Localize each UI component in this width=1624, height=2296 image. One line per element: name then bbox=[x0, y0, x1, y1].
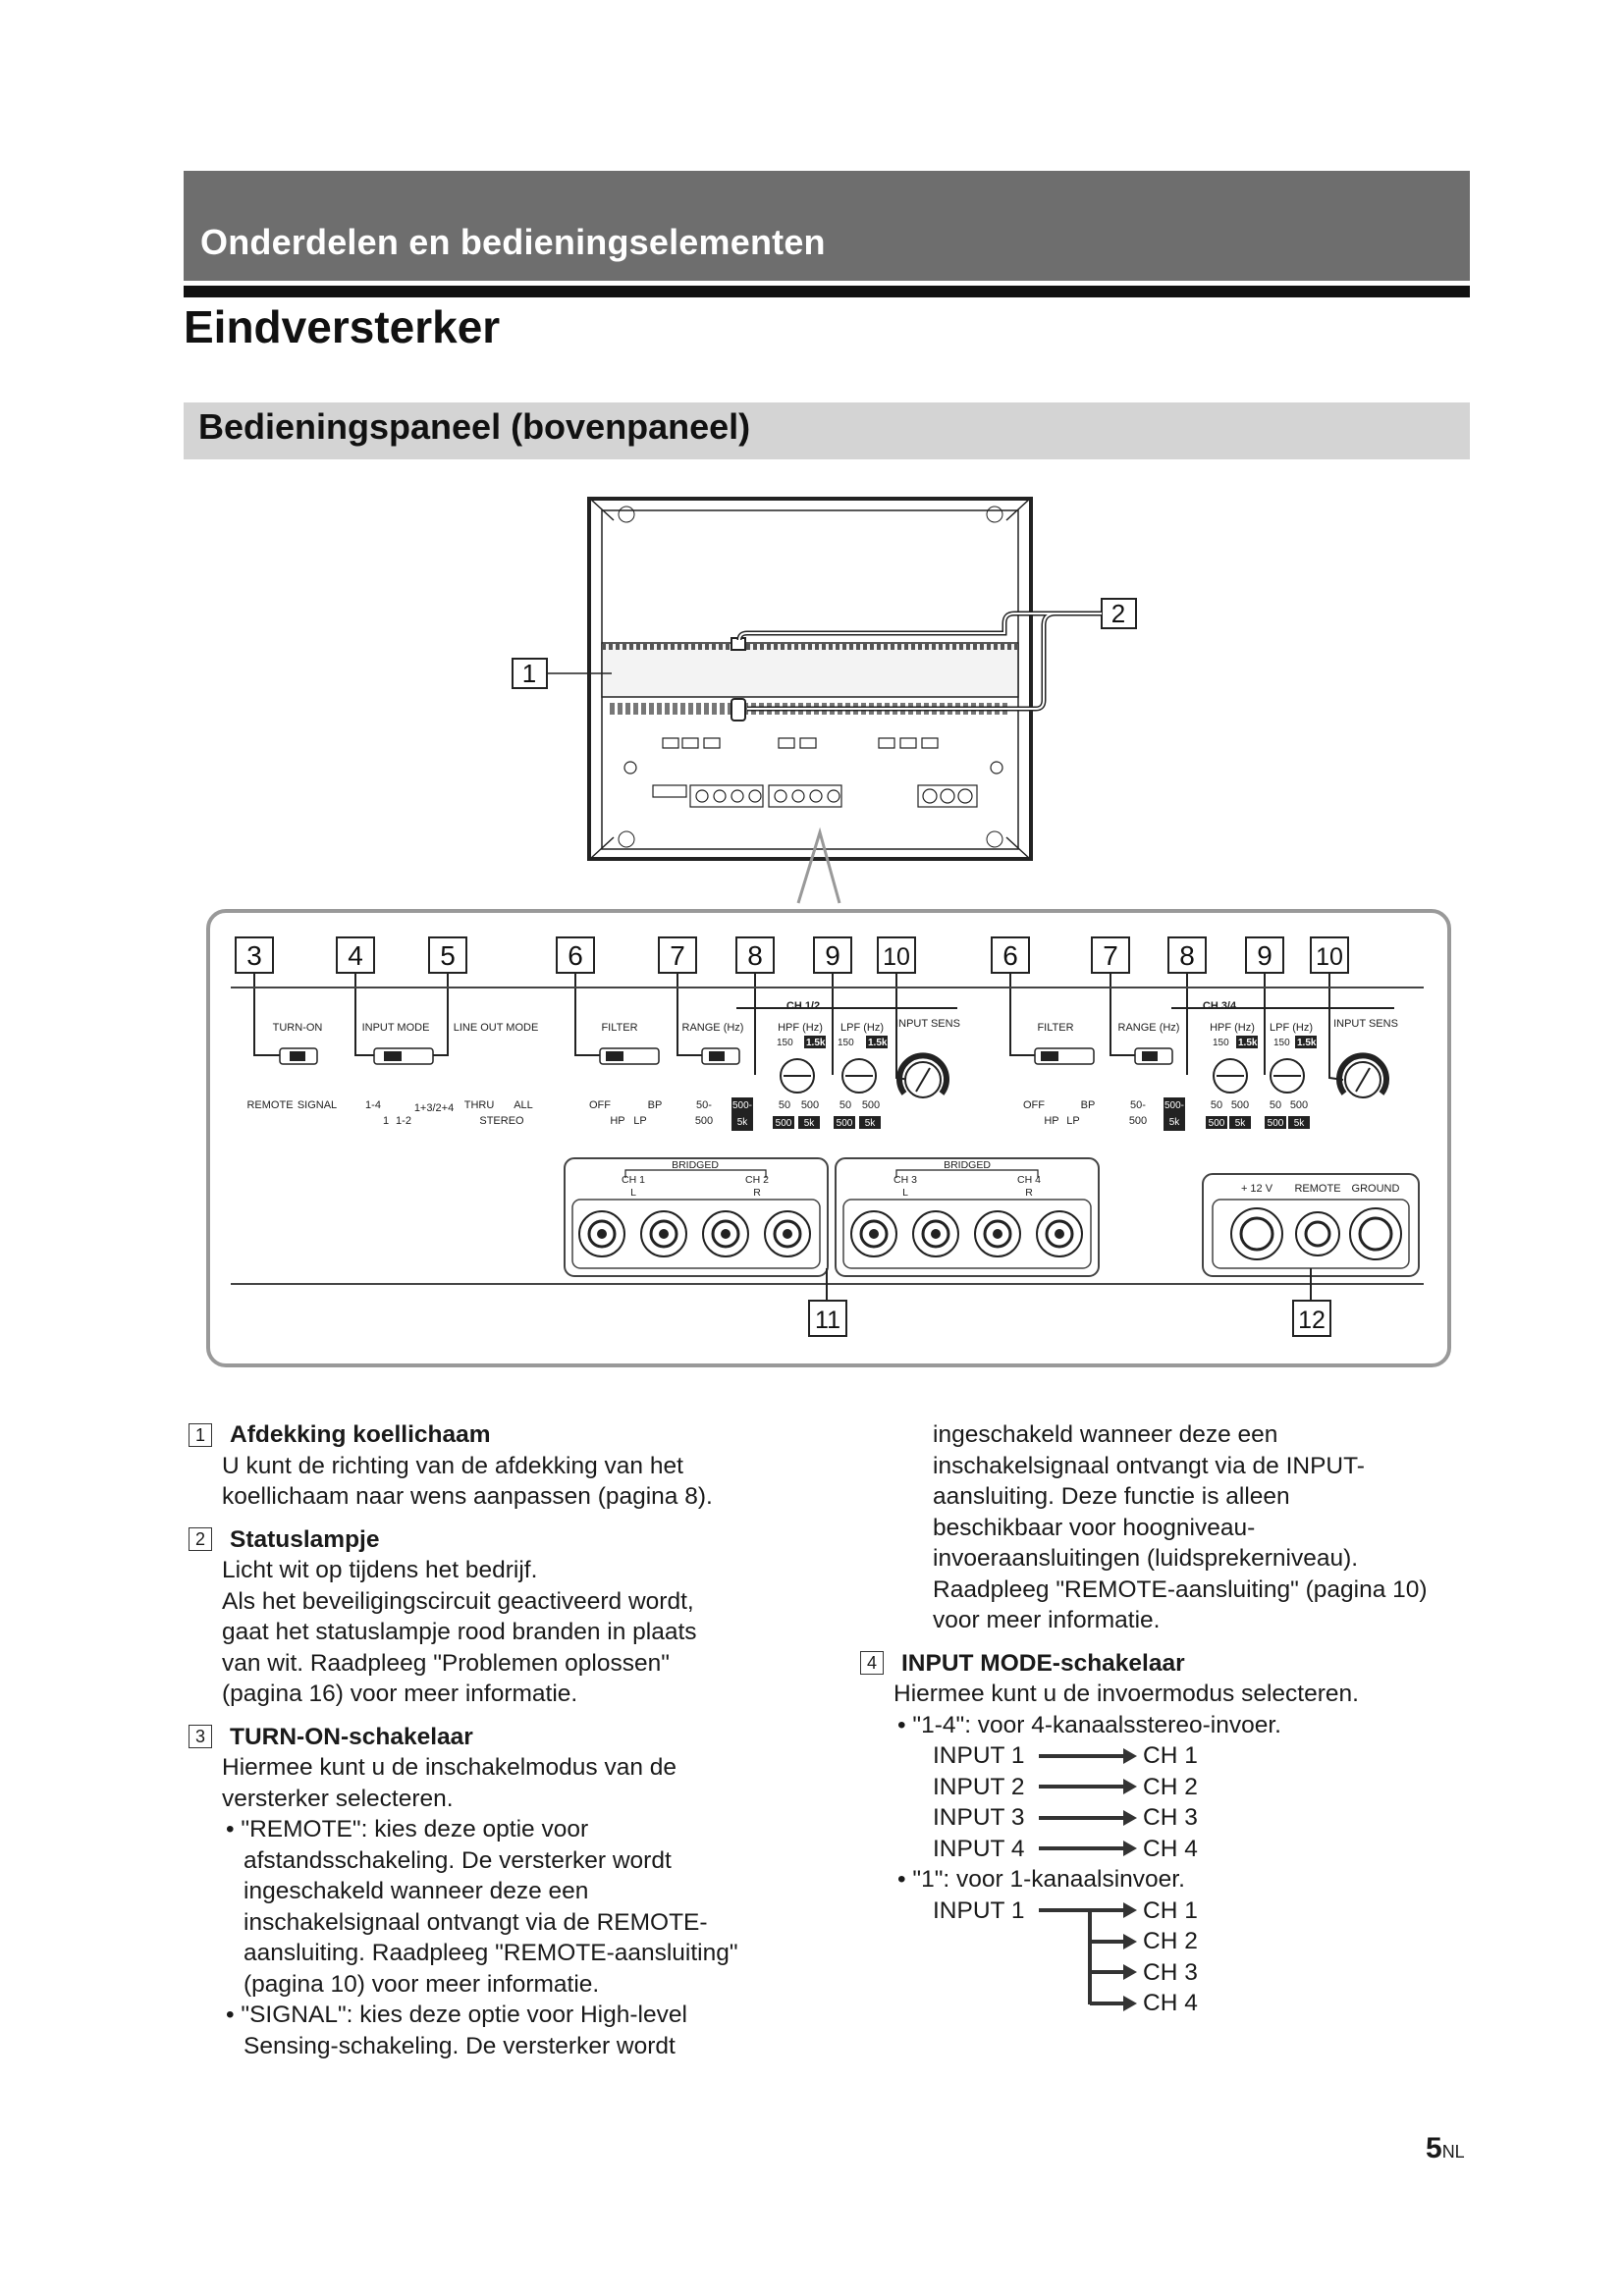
map-output: CH 4 bbox=[1143, 1835, 1198, 1862]
item-status-lamp bbox=[189, 1524, 817, 1710]
label-range-50: 50- bbox=[696, 1099, 712, 1111]
callout-9b: 9 bbox=[1257, 940, 1272, 971]
text-line: voor meer informatie. bbox=[933, 1607, 1161, 1633]
label-hp-b: HP bbox=[1044, 1115, 1059, 1127]
page-number-value: 5 bbox=[1426, 2132, 1442, 2164]
callout-10b: 10 bbox=[1316, 943, 1343, 971]
mapping-row bbox=[933, 1957, 1469, 1989]
label-signal: SIGNAL bbox=[297, 1099, 338, 1111]
map-input: INPUT 3 bbox=[933, 1804, 1025, 1831]
map-output: CH 1 bbox=[1143, 1742, 1198, 1769]
header-rule bbox=[184, 286, 1470, 297]
callout-5: 5 bbox=[440, 940, 456, 971]
section-title: Onderdelen en bedieningselementen bbox=[200, 222, 826, 262]
mapping-row bbox=[933, 1772, 1469, 1803]
item-body bbox=[189, 1451, 817, 1513]
map-output: CH 1 bbox=[1143, 1896, 1198, 1924]
map-output: CH 3 bbox=[1143, 1958, 1198, 1986]
text-line: van wit. Raadpleeg "Problemen oplossen" bbox=[222, 1649, 670, 1677]
arrow-right-icon bbox=[1090, 1937, 1137, 1947]
text-line: (pagina 10) voor meer informatie. bbox=[244, 1970, 600, 1998]
badge-range-500: 500- bbox=[731, 1100, 753, 1111]
callout-9: 9 bbox=[825, 940, 840, 971]
label-all: ALL bbox=[514, 1099, 533, 1111]
callout-1: 1 bbox=[521, 659, 537, 688]
label-filter-b: FILTER bbox=[1037, 1022, 1074, 1034]
label-thru: THRU bbox=[463, 1099, 495, 1111]
mapping-1ch bbox=[860, 1896, 1469, 2019]
badge-500-2: 500 bbox=[836, 1118, 853, 1129]
label-input-mode: INPUT MODE bbox=[361, 1022, 430, 1034]
arrow-right-icon bbox=[1039, 1843, 1137, 1853]
amplifier-top-view bbox=[589, 499, 1031, 859]
text-line: U kunt de richting van de afdekking van het bbox=[222, 1452, 683, 1479]
switch-input-mode bbox=[374, 1048, 433, 1064]
badge-5k-1: 5k bbox=[803, 1118, 815, 1129]
label-1-2: 1-2 bbox=[396, 1115, 411, 1127]
label-l-2: L bbox=[902, 1187, 908, 1199]
label-hpf: HPF (Hz) bbox=[778, 1022, 823, 1034]
text-line: inschakelsignaal ontvangt via de REMOTE- bbox=[244, 1908, 708, 1936]
lpf-150: 150 bbox=[838, 1038, 854, 1048]
label-ch2: CH 2 bbox=[745, 1174, 769, 1186]
map-output: CH 2 bbox=[1143, 1928, 1198, 1954]
label-bridged-2: BRIDGED bbox=[944, 1159, 991, 1171]
label-filter: FILTER bbox=[601, 1022, 638, 1034]
text-line: invoeraansluitingen (luidsprekerniveau). bbox=[933, 1545, 1359, 1572]
text-line: Sensing-schakeling. De versterker wordt bbox=[244, 2032, 676, 2059]
text-line: versterker selecteren. bbox=[222, 1785, 454, 1812]
callout-7b: 7 bbox=[1103, 940, 1118, 971]
hpf-150: 150 bbox=[777, 1038, 793, 1048]
label-stereo: STEREO bbox=[479, 1115, 524, 1127]
arrow-right-icon bbox=[1039, 1813, 1137, 1823]
item-body bbox=[860, 1679, 1469, 1710]
label-l-1: L bbox=[630, 1187, 636, 1199]
map-input: INPUT 1 bbox=[933, 1742, 1025, 1769]
label-1: 1 bbox=[382, 1115, 390, 1127]
power-terminals bbox=[1203, 1174, 1419, 1276]
callout-3: 3 bbox=[246, 940, 262, 971]
item-number: 2 bbox=[189, 1527, 212, 1551]
callout-11: 11 bbox=[815, 1307, 840, 1334]
badge-500-1: 500 bbox=[775, 1118, 792, 1129]
map-output: CH 4 bbox=[1143, 1990, 1198, 2016]
label-lpf: LPF (Hz) bbox=[840, 1022, 884, 1034]
label-ground: GROUND bbox=[1351, 1183, 1400, 1195]
text-line: aansluiting. Deze functie is alleen bbox=[933, 1483, 1290, 1510]
callout-4: 4 bbox=[348, 940, 363, 971]
mapping-row bbox=[933, 1926, 1469, 1957]
label-range-500-b: 500 bbox=[1128, 1115, 1148, 1127]
item-turn-on-switch bbox=[189, 1722, 817, 2062]
label-range: RANGE (Hz) bbox=[681, 1022, 744, 1034]
label-hpf-b: HPF (Hz) bbox=[1210, 1022, 1255, 1034]
map-input: INPUT 1 bbox=[933, 1896, 1025, 1924]
text-line: Hiermee kunt u de inschakelmodus van de bbox=[222, 1754, 677, 1781]
label-off-b: OFF bbox=[1023, 1099, 1045, 1111]
callout-10: 10 bbox=[883, 943, 910, 971]
label-r-1: R bbox=[753, 1187, 761, 1199]
page-number bbox=[1426, 2132, 1465, 2165]
label-hpf-50: 50 bbox=[778, 1099, 791, 1111]
label-1plus: 1+3/2+4 bbox=[413, 1102, 455, 1114]
label-lpf-500: 500 bbox=[861, 1099, 881, 1111]
label-1-4: 1-4 bbox=[365, 1099, 381, 1111]
label-lp-b: LP bbox=[1066, 1115, 1080, 1127]
label-hpf-500: 500 bbox=[800, 1099, 820, 1111]
text-line: Als het beveiligingscircuit geactiveerd wordt, bbox=[222, 1587, 694, 1615]
branch-line bbox=[1088, 1910, 1092, 2004]
text-line: koellichaam naar wens aanpassen (pagina 8). bbox=[222, 1483, 713, 1510]
mapping-row bbox=[933, 1834, 1469, 1865]
item-number: 1 bbox=[189, 1423, 212, 1447]
label-line-out-mode: LINE OUT MODE bbox=[453, 1022, 539, 1034]
text-line: Licht wit op tijdens het bedrijf. bbox=[222, 1557, 538, 1583]
label-lpf-50: 50 bbox=[839, 1099, 852, 1111]
item-title: INPUT MODE-schakelaar bbox=[901, 1649, 1185, 1677]
label-remote-terminal: REMOTE bbox=[1294, 1183, 1341, 1195]
page-number-suffix: NL bbox=[1441, 2142, 1465, 2162]
label-lpf-50-b: 50 bbox=[1269, 1099, 1282, 1111]
label-lp: LP bbox=[633, 1115, 647, 1127]
label-range-b: RANGE (Hz) bbox=[1117, 1022, 1180, 1034]
hpf-15k-b: 1.5k bbox=[1238, 1038, 1258, 1048]
item-heat-sink-cover bbox=[189, 1419, 817, 1513]
label-ch12: CH 1/2 bbox=[785, 1000, 821, 1012]
label-remote: REMOTE bbox=[246, 1099, 294, 1111]
bullet-signal-continued bbox=[860, 1419, 1469, 1636]
mapping-row bbox=[933, 1802, 1469, 1834]
text-line: gaat het statuslampje rood branden in plaats bbox=[222, 1619, 697, 1645]
map-input: INPUT 2 bbox=[933, 1773, 1025, 1800]
text-line: ingeschakeld wanneer deze een bbox=[244, 1878, 589, 1904]
label-bridged-1: BRIDGED bbox=[672, 1159, 719, 1171]
text-line: afstandsschakeling. De versterker wordt bbox=[244, 1846, 672, 1874]
badge-5k-2: 5k bbox=[864, 1118, 876, 1129]
callout-8b: 8 bbox=[1179, 940, 1195, 971]
text-line: beschikbaar voor hoogniveau- bbox=[933, 1514, 1256, 1541]
item-number: 3 bbox=[189, 1725, 212, 1748]
text-line: ingeschakeld wanneer deze een bbox=[933, 1421, 1278, 1448]
arrow-right-icon bbox=[1039, 1782, 1137, 1791]
bullet-signal bbox=[189, 2000, 817, 2061]
item-body bbox=[189, 1752, 817, 1814]
item-title: Afdekking koellichaam bbox=[230, 1421, 491, 1448]
mapping-row bbox=[933, 1740, 1469, 1772]
item-body bbox=[189, 1555, 817, 1710]
badge-range-5k-b: 5k bbox=[1168, 1117, 1180, 1128]
map-input: INPUT 4 bbox=[933, 1835, 1025, 1862]
item-title: TURN-ON-schakelaar bbox=[230, 1723, 473, 1750]
text-column-left bbox=[189, 1419, 817, 2061]
badge-range-500-b: 500- bbox=[1164, 1100, 1185, 1111]
label-hp: HP bbox=[610, 1115, 625, 1127]
label-hpf-50-b: 50 bbox=[1210, 1099, 1223, 1111]
badge-5k-4: 5k bbox=[1293, 1118, 1305, 1129]
hpf-150-b: 150 bbox=[1213, 1038, 1229, 1048]
label-r-2: R bbox=[1025, 1187, 1033, 1199]
arrow-right-icon bbox=[1090, 1967, 1137, 1977]
label-lpf-b: LPF (Hz) bbox=[1270, 1022, 1313, 1034]
map-output: CH 2 bbox=[1143, 1773, 1198, 1800]
label-bp-b: BP bbox=[1080, 1099, 1096, 1111]
label-ch3: CH 3 bbox=[893, 1174, 917, 1186]
mapping-row bbox=[933, 1896, 1469, 1927]
label-input-sens-b: INPUT SENS bbox=[1333, 1018, 1398, 1030]
lpf-150-b: 150 bbox=[1273, 1038, 1290, 1048]
label-lpf-500-b: 500 bbox=[1289, 1099, 1309, 1111]
label-range-50-b: 50- bbox=[1130, 1099, 1146, 1111]
text-line: • "SIGNAL": kies deze optie voor High-level bbox=[226, 2002, 687, 2028]
text-line: Raadpleeg "REMOTE-aansluiting" (pagina 10) bbox=[933, 1575, 1428, 1603]
label-12v: + 12 V bbox=[1240, 1183, 1273, 1195]
callout-2: 2 bbox=[1110, 599, 1126, 628]
bullet-1: • "1": voor 1-kanaalsinvoer. bbox=[897, 1866, 1185, 1893]
label-turn-on: TURN-ON bbox=[272, 1022, 323, 1034]
bullet-remote bbox=[189, 1814, 817, 2000]
callout-6b: 6 bbox=[1002, 940, 1018, 971]
amplifier-diagram bbox=[201, 491, 1458, 1374]
item-title: Statuslampje bbox=[230, 1525, 380, 1553]
text-line: (pagina 16) voor meer informatie. bbox=[222, 1681, 578, 1707]
label-bp: BP bbox=[647, 1099, 663, 1111]
text-line: inschakelsignaal ontvangt via de INPUT- bbox=[933, 1452, 1365, 1479]
bullet-1-4: • "1-4": voor 4-kanaalsstereo-invoer. bbox=[897, 1711, 1281, 1738]
badge-range-5k: 5k bbox=[736, 1117, 748, 1128]
item-number: 4 bbox=[860, 1651, 884, 1675]
lpf-15k: 1.5k bbox=[868, 1038, 888, 1048]
mapping-row bbox=[933, 1988, 1469, 2019]
item-input-mode-switch bbox=[860, 1648, 1469, 2019]
text-line: aansluiting. Raadpleeg "REMOTE-aansluiting" bbox=[244, 1940, 738, 1966]
text-line: • "REMOTE": kies deze optie voor bbox=[226, 1816, 589, 1842]
callout-6: 6 bbox=[568, 940, 583, 971]
text-line: Hiermee kunt u de invoermodus selecteren. bbox=[893, 1681, 1359, 1707]
callout-12: 12 bbox=[1298, 1307, 1326, 1334]
subsection-title: Bedieningspaneel (bovenpaneel) bbox=[198, 406, 751, 447]
label-range-500: 500 bbox=[694, 1115, 714, 1127]
label-hpf-500-b: 500 bbox=[1230, 1099, 1250, 1111]
page-title: Eindversterker bbox=[184, 301, 501, 352]
label-input-sens: INPUT SENS bbox=[895, 1018, 960, 1030]
hpf-15k: 1.5k bbox=[806, 1038, 826, 1048]
label-ch34: CH 3/4 bbox=[1202, 1000, 1237, 1012]
label-ch4: CH 4 bbox=[1017, 1174, 1041, 1186]
text-column-right bbox=[860, 1419, 1469, 2019]
label-ch1: CH 1 bbox=[622, 1174, 645, 1186]
badge-500-3: 500 bbox=[1208, 1118, 1225, 1129]
badge-500-4: 500 bbox=[1267, 1118, 1284, 1129]
arrow-right-icon bbox=[1039, 1751, 1137, 1761]
callout-7: 7 bbox=[670, 940, 685, 971]
lpf-15k-b: 1.5k bbox=[1297, 1038, 1317, 1048]
map-output: CH 3 bbox=[1143, 1804, 1198, 1831]
badge-5k-3: 5k bbox=[1234, 1118, 1246, 1129]
mapping-4ch bbox=[860, 1740, 1469, 1864]
label-off: OFF bbox=[589, 1099, 611, 1111]
callout-8: 8 bbox=[747, 940, 763, 971]
arrow-right-icon bbox=[1090, 1999, 1137, 2008]
